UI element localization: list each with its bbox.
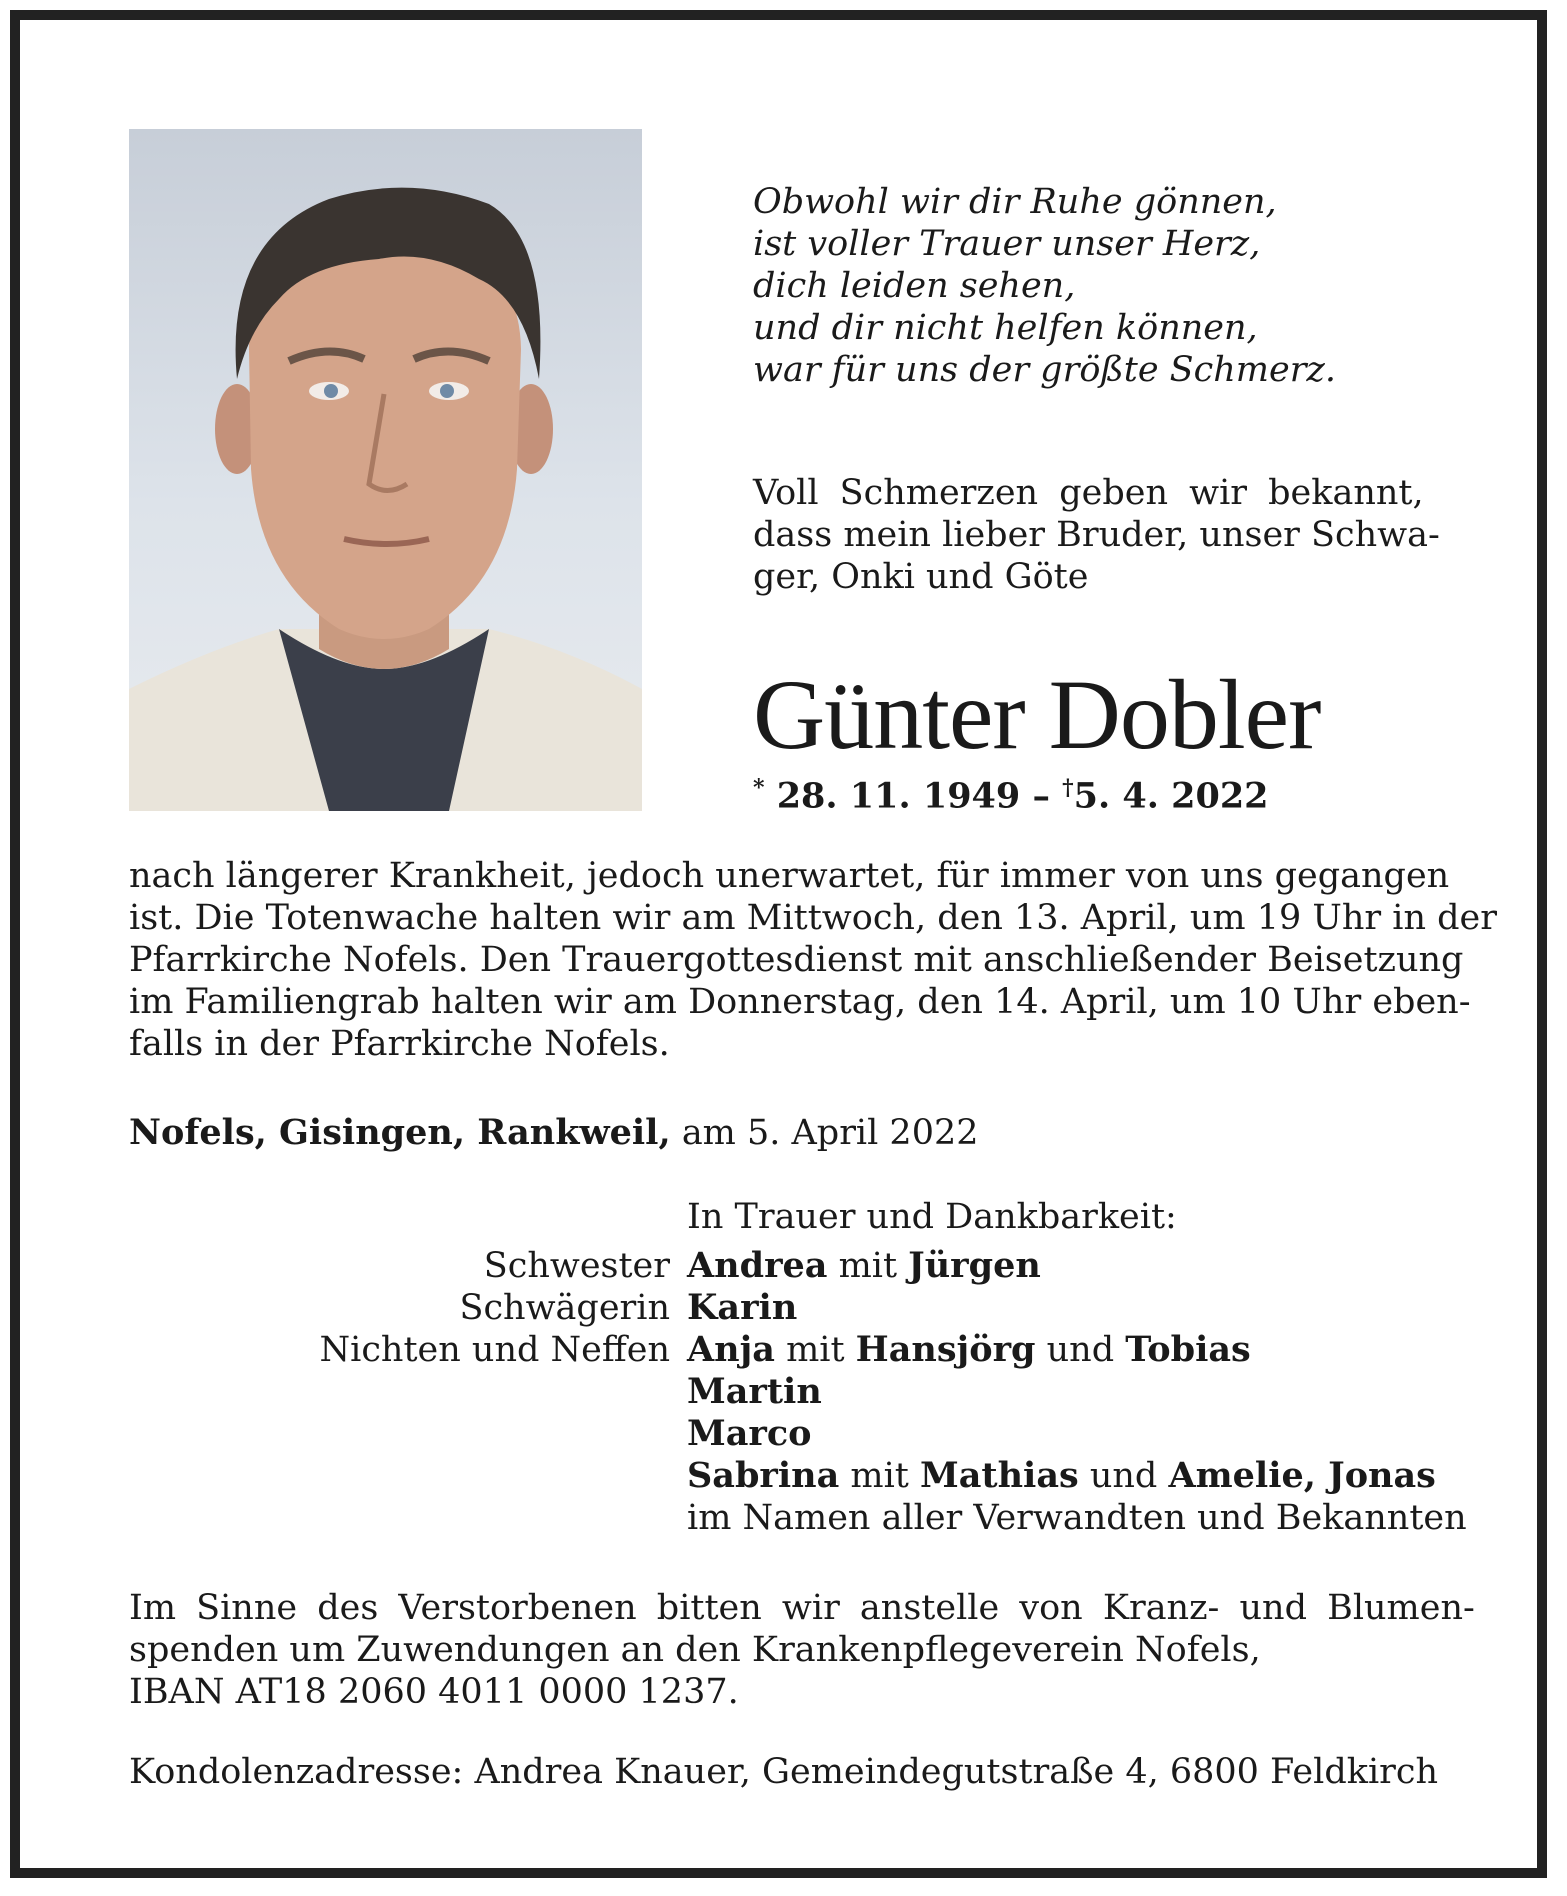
poem-line: ist voller Trauer unser Herz,: [753, 224, 1261, 264]
donation-line: spenden um Zuwendungen an den Krankenpflegeverein Nofels,: [129, 1630, 1261, 1670]
mourner-names: [687, 1371, 822, 1413]
mourner-name: Hansjörg: [855, 1329, 1036, 1370]
mourner-connector: und: [1078, 1456, 1169, 1496]
place-and-date: [129, 1112, 979, 1153]
mourner-row: [0, 1371, 1567, 1413]
notice-date: am 5. April 2022: [681, 1113, 979, 1153]
deceased-name: Günter Dobler: [753, 659, 1321, 770]
portrait-photo: [129, 129, 642, 811]
mourners-heading: In Trauer und Dankbarkeit:: [687, 1197, 1177, 1237]
announcement-intro: [753, 472, 1440, 598]
mourner-names: [687, 1497, 1467, 1539]
mourner-row: [0, 1287, 1567, 1329]
mourner-row: [0, 1245, 1567, 1287]
birth-date: 28. 11. 1949: [776, 775, 1021, 817]
mourner-names: [687, 1413, 812, 1455]
mourner-names: [687, 1287, 797, 1329]
poem-line: war für uns der größte Schmerz.: [753, 350, 1336, 390]
mourner-name: Martin: [687, 1371, 822, 1412]
mourner-connector: mit: [774, 1330, 856, 1370]
details-line: falls in der Pfarrkirche Nofels.: [129, 1024, 670, 1064]
mourner-connector: mit: [839, 1456, 920, 1496]
poem-line: dich leiden sehen,: [753, 266, 1076, 306]
mourners-list: [0, 1245, 1567, 1539]
donation-line: IBAN AT18 2060 4011 0000 1237.: [129, 1672, 739, 1712]
intro-line: Voll Schmerzen geben wir bekannt,: [753, 473, 1424, 513]
mourner-name: Karin: [687, 1287, 798, 1328]
intro-line: ger, Onki und Göte: [753, 557, 1089, 597]
date-separator: –: [1032, 775, 1050, 817]
funeral-details: [129, 855, 1497, 1065]
mourner-connector: und: [1035, 1330, 1126, 1370]
mourner-relation: Schwägerin: [459, 1288, 670, 1328]
mourner-name: Jürgen: [908, 1245, 1041, 1286]
death-date: 5. 4. 2022: [1073, 775, 1269, 817]
donation-line: Im Sinne des Verstorbenen bitten wir anstelle von Kranz- und Blumen-: [129, 1588, 1475, 1628]
mourner-row: [0, 1329, 1567, 1371]
condolence-address: Kondolenzadresse: Andrea Knauer, Gemeindegutstraße 4, 6800 Feldkirch: [129, 1752, 1439, 1792]
towns: Nofels, Gisingen, Rankweil,: [129, 1112, 671, 1153]
mourner-relation: Nichten und Neffen: [319, 1330, 670, 1370]
mourner-name: Marco: [687, 1413, 812, 1454]
details-line: Pfarrkirche Nofels. Den Trauergottesdienst mit anschließender Beisetzung: [129, 940, 1464, 980]
mourner-row: [0, 1413, 1567, 1455]
mourner-row: [0, 1455, 1567, 1497]
mourner-name: Amelie, Jonas: [1168, 1455, 1436, 1496]
donation-request: [129, 1587, 1475, 1713]
mourner-name: Mathias: [920, 1455, 1079, 1496]
mourner-row: [0, 1497, 1567, 1539]
poem: [753, 181, 1336, 391]
portrait-illustration: [129, 129, 642, 811]
mourner-name: Sabrina: [687, 1455, 840, 1496]
birth-symbol: *: [753, 775, 765, 801]
life-dates: [753, 775, 1269, 817]
mourner-connector: mit: [827, 1246, 909, 1286]
mourner-relation: Schwester: [483, 1246, 670, 1286]
mourner-connector: im Namen aller Verwandten und Bekannten: [687, 1498, 1467, 1538]
mourner-names: [687, 1455, 1436, 1497]
details-line: nach längerer Krankheit, jedoch unerwartet, für immer von uns gegangen: [129, 856, 1450, 896]
death-symbol: †: [1062, 775, 1074, 801]
intro-line: dass mein lieber Bruder, unser Schwa-: [753, 515, 1440, 555]
mourner-name: Tobias: [1125, 1329, 1251, 1370]
mourner-name: Anja: [687, 1329, 775, 1370]
poem-line: Obwohl wir dir Ruhe gönnen,: [753, 182, 1277, 222]
mourner-names: [687, 1245, 1041, 1287]
details-line: im Familiengrab halten wir am Donnerstag, den 14. April, um 10 Uhr eben-: [129, 982, 1471, 1022]
mourner-name: Andrea: [687, 1245, 828, 1286]
details-line: ist. Die Totenwache halten wir am Mittwoch, den 13. April, um 19 Uhr in der: [129, 898, 1497, 938]
mourner-names: [687, 1329, 1251, 1371]
poem-line: und dir nicht helfen können,: [753, 308, 1258, 348]
